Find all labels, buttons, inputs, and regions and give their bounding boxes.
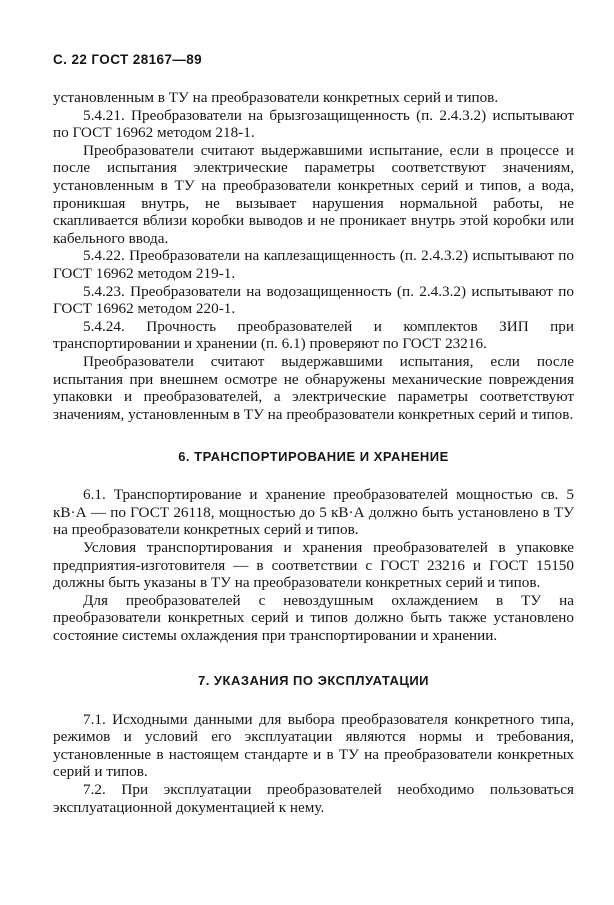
paragraph-5-4-24-criteria: Преобразователи считают выдержавшими испытания, если после испытания при внешнем осмотре не обнаружены механические повреждения упаковки и преобразователей, а электрические параметры соответствуют значениям, установленным в ТУ на преобразователи конкретных серий и типов. [53, 352, 574, 423]
paragraph-6-cooling: Для преобразователей с невоздушным охлаждением в ТУ на преобразователи конкретных серий и типов должно быть также установлено состояние системы охлаждения при транспортировании и хранении. [53, 591, 574, 645]
paragraph-5-4-24: 5.4.24. Прочность преобразователей и комплектов ЗИП при транспортировании и хранении (п. 6.1) проверяют по ГОСТ 23216. [53, 317, 574, 353]
running-head: С. 22 ГОСТ 28167—89 [53, 52, 203, 67]
paragraph-5-4-21-criteria: Преобразователи считают выдержавшими испытание, если в процессе и после испытания электрические параметры соответствуют значениям, установленным в ТУ на преобразователи конкретных серий и типов, а вода, проникшая внутрь, не вызывает нарушения нормальной работы, не скапливается вблизи коробки выводов и не проникает внутрь этой коробки или кабельного ввода. [53, 141, 574, 247]
paragraph-5-4-23: 5.4.23. Преобразователи на водозащищенность (п. 2.4.3.2) испытывают по ГОСТ 16962 методом 220-1. [53, 282, 574, 318]
paragraph-5-4-21: 5.4.21. Преобразователи на брызгозащищенность (п. 2.4.3.2) испытывают по ГОСТ 16962 методом 218-1. [53, 106, 574, 142]
paragraph-7-1: 7.1. Исходными данными для выбора преобразователя конкретного типа, режимов и условий его эксплуатации являются нормы и требования, установленные в настоящем стандарте и в ТУ на преобразователи конкретных серий и типов. [53, 710, 574, 781]
paragraph-5-4-22: 5.4.22. Преобразователи на каплезащищенность (п. 2.4.3.2) испытывают по ГОСТ 16962 методом 219-1. [53, 247, 574, 282]
paragraph-7-2: 7.2. При эксплуатации преобразователей необходимо пользоваться эксплуатационной документацией к нему. [53, 781, 574, 816]
paragraph-6-1: 6.1. Транспортирование и хранение преобразователей мощностью св. 5 кВ·А — по ГОСТ 26118, мощностью до 5 кВ·А должно быть установлено в ТУ на преобразователи конкретных серий и типов. [53, 486, 574, 539]
paragraph-6-conditions: Условия транспортирования и хранения преобразователей в упаковке предприятия-изготовителя — в соответствии с ГОСТ 23216 и ГОСТ 15150 должны быть указаны в ТУ на преобразователи конкретных серий и типов. [53, 539, 574, 592]
section-6-heading: 6. ТРАНСПОРТИРОВАНИЕ И ХРАНЕНИЕ [178, 449, 449, 465]
paragraph-continuation: установленным в ТУ на преобразователи конкретных серий и типов. [53, 89, 499, 106]
section-7-heading: 7. УКАЗАНИЯ ПО ЭКСПЛУАТАЦИИ [197, 672, 430, 688]
